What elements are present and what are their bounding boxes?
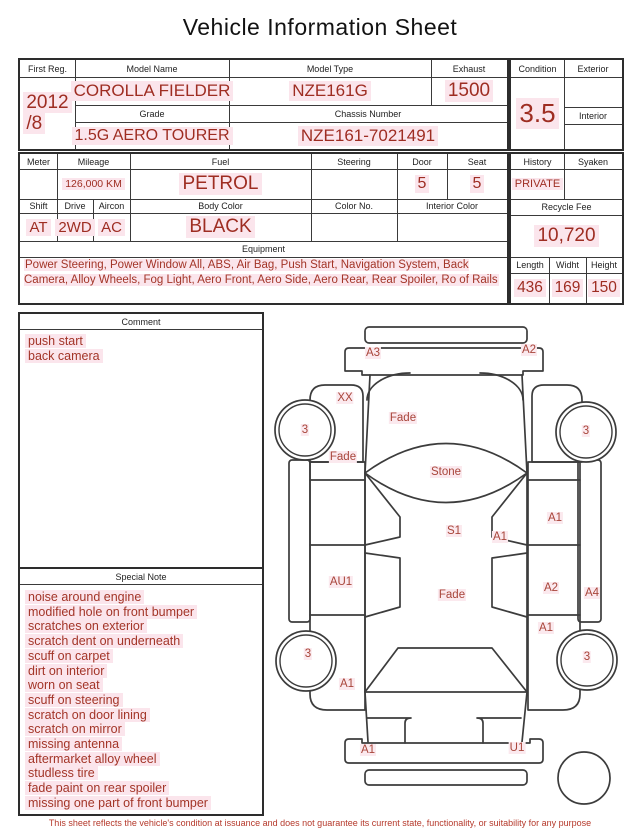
- note-text: scuff on steering: [25, 693, 123, 707]
- interior-label: Interior: [578, 110, 607, 121]
- damage-label-roof: Fade: [438, 589, 466, 601]
- model-type-label: Model Type: [306, 63, 354, 74]
- damage-label-windshield: Stone: [430, 466, 462, 478]
- height-label: Height: [590, 260, 617, 270]
- recycle-fee-value: 10,720: [534, 225, 598, 247]
- note-line: [25, 678, 257, 693]
- tailgate-sides: [365, 692, 527, 742]
- seat-label: Seat: [467, 156, 487, 167]
- vehicle-identity-table: [18, 58, 509, 151]
- steering-label: Steering: [337, 156, 371, 167]
- page-title: Vehicle Information Sheet: [182, 14, 458, 40]
- damage-label-right-sill: A4: [584, 587, 600, 599]
- recycle-fee-label: Recycle Fee: [541, 202, 592, 212]
- note-text: aftermarket alloy wheel: [25, 752, 160, 766]
- model-name-value: COROLLA FIELDER: [71, 81, 234, 101]
- width-value: 169: [552, 279, 584, 297]
- note-line: [25, 752, 257, 767]
- condition-table: [509, 58, 624, 151]
- meter-label: Meter: [26, 156, 50, 167]
- comment-label: Comment: [121, 316, 161, 327]
- comment-lines: [20, 334, 262, 363]
- note-text: missing antenna: [25, 737, 122, 751]
- comment-line: [25, 334, 257, 349]
- recycle-fee-cell: [511, 215, 622, 257]
- grade-label: Grade: [139, 108, 165, 119]
- note-line: [25, 619, 257, 634]
- condition-score-cell: [511, 77, 564, 149]
- history-cell: [511, 169, 564, 199]
- exterior-label: Exterior: [577, 63, 609, 74]
- damage-label-rear-right-wheel: 3: [583, 651, 591, 663]
- note-text: modified hole on front bumper: [25, 605, 197, 619]
- model-type-cell: [229, 77, 431, 105]
- note-text: missing one part of front bumper: [25, 796, 211, 810]
- model-name-label: Model Name: [126, 63, 178, 74]
- first-reg-label: First Reg.: [27, 63, 67, 74]
- fuel-value: PETROL: [179, 173, 261, 195]
- note-line: [25, 737, 257, 752]
- chassis-number-cell: [229, 122, 507, 149]
- condition-label: Condition: [518, 63, 557, 74]
- note-line: [25, 722, 257, 737]
- history-table: [509, 152, 624, 305]
- mileage-value: 126,000 KM: [62, 178, 125, 190]
- rear-left-wheel: [276, 631, 336, 691]
- mileage-cell: [57, 169, 130, 199]
- grade-cell: [75, 122, 229, 149]
- note-text: fade paint on rear spoiler: [25, 781, 169, 795]
- divider: [20, 329, 262, 330]
- special-note-lines: [20, 590, 262, 811]
- door-cell: [397, 169, 447, 199]
- wheel-arch-arcs: [367, 373, 523, 400]
- left-sill-shape: [289, 460, 310, 622]
- damage-label-right-front-door: A1: [547, 512, 563, 524]
- note-text: studless tire: [25, 766, 98, 780]
- exhaust-cell: [431, 77, 507, 105]
- damage-label-front-left-wheel: 3: [301, 424, 309, 436]
- note-line: [25, 634, 257, 649]
- door-value: 5: [415, 175, 430, 193]
- door-label: Door: [412, 156, 432, 167]
- rear-bumper-lower-shape: [365, 770, 527, 785]
- height-value: 150: [588, 279, 620, 297]
- note-text: scratches on exterior: [25, 619, 147, 633]
- body-color-value: BLACK: [186, 216, 254, 238]
- damage-label-roof-right-pillar: A1: [492, 531, 508, 543]
- note-text: scratch dent on underneath: [25, 634, 183, 648]
- damage-label-left-front-fender: XX: [337, 392, 353, 404]
- exhaust-label: Exhaust: [452, 63, 486, 74]
- color-no-label: Color No.: [334, 201, 373, 211]
- damage-label-rear-left-wheel: 3: [304, 648, 312, 660]
- first-reg-year: 2012: [23, 92, 71, 113]
- damage-label-front-bumper-right: A2: [521, 344, 537, 356]
- license-plate-recess: [367, 718, 521, 743]
- spare-tire: [558, 752, 610, 804]
- note-line: [25, 649, 257, 664]
- history-label: History: [523, 156, 552, 167]
- spec-table: [18, 152, 509, 305]
- equipment-value: Power Steering, Power Window All, ABS, Air Bag, Push Start, Navigation System, Back Camera, Alloy Wheels, Fog Light, Aero Front, Aero Side, Aero Rear, Rear Spoiler, Ro of Rails: [24, 259, 498, 286]
- note-text: noise around engine: [25, 590, 144, 604]
- model-type-value: NZE161G: [289, 81, 371, 101]
- equipment-label: Equipment: [241, 244, 286, 254]
- note-line: [25, 664, 257, 679]
- comment-line: [25, 349, 257, 364]
- note-line: [25, 781, 257, 796]
- equipment-cell: [20, 258, 507, 288]
- damage-label-left-rear-fender: A1: [339, 678, 355, 690]
- special-note-label: Special Note: [115, 571, 167, 582]
- comment-box: [18, 312, 264, 569]
- car-damage-diagram: [270, 310, 640, 830]
- condition-score: 3.5: [516, 98, 558, 129]
- first-reg-month: /8: [23, 113, 45, 134]
- damage-label-rear-bumper-left: A1: [360, 744, 376, 756]
- height-cell: [586, 273, 622, 303]
- comment-text: back camera: [25, 349, 103, 363]
- width-label: Widht: [555, 260, 579, 270]
- note-text: scratch on mirror: [25, 722, 125, 736]
- chassis-number-value: NZE161-7021491: [298, 126, 438, 146]
- body-color-label: Body Color: [198, 201, 243, 211]
- damage-label-left-fender-lower: Fade: [329, 451, 357, 463]
- aircon-label: Aircon: [98, 201, 125, 211]
- note-line: [25, 693, 257, 708]
- history-value: PRIVATE: [512, 178, 563, 190]
- chassis-number-label: Chassis Number: [334, 108, 402, 119]
- note-line: [25, 766, 257, 781]
- damage-label-roof-front: S1: [446, 525, 462, 537]
- length-value: 436: [514, 279, 546, 297]
- note-text: scuff on carpet: [25, 649, 113, 663]
- body-color-cell: [130, 213, 311, 241]
- note-text: dirt on interior: [25, 664, 107, 678]
- syaken-label: Syaken: [577, 156, 609, 167]
- seat-value: 5: [470, 175, 485, 193]
- shift-cell: [20, 213, 57, 241]
- note-line: [25, 590, 257, 605]
- grade-value: 1.5G AERO TOURER: [72, 127, 233, 145]
- seat-cell: [447, 169, 507, 199]
- fuel-label: Fuel: [211, 156, 230, 167]
- damage-label-front-right-wheel: 3: [582, 425, 590, 437]
- drive-label: Drive: [64, 201, 86, 211]
- note-text: worn on seat: [25, 678, 103, 692]
- drive-value: 2WD: [55, 219, 94, 236]
- shift-label: Shift: [29, 201, 48, 211]
- car-outline-drawing: [270, 310, 640, 830]
- length-cell: [511, 273, 549, 303]
- fuel-cell: [130, 169, 311, 199]
- model-name-cell: [75, 77, 229, 105]
- aircon-cell: [93, 213, 130, 241]
- note-text: scratch on door lining: [25, 708, 150, 722]
- special-note-box: [18, 567, 264, 816]
- divider: [564, 124, 622, 125]
- damage-label-right-rear-fender: A1: [538, 622, 554, 634]
- first-reg-cell: [20, 77, 75, 149]
- damage-label-right-rear-door: A2: [543, 582, 559, 594]
- rear-window-shape: [365, 648, 527, 692]
- damage-label-rear-bumper-right: U1: [509, 742, 525, 754]
- front-bumper-top-shape: [365, 327, 527, 343]
- damage-label-hood: Fade: [389, 412, 417, 424]
- note-line: [25, 605, 257, 620]
- divider: [20, 584, 262, 585]
- aircon-value: AC: [98, 219, 125, 236]
- note-line: [25, 708, 257, 723]
- drive-cell: [57, 213, 93, 241]
- interior-color-label: Interior Color: [425, 201, 479, 211]
- shift-value: AT: [26, 219, 50, 236]
- damage-label-left-rear-door: AU1: [329, 576, 353, 588]
- comment-text: push start: [25, 334, 86, 348]
- width-cell: [549, 273, 586, 303]
- length-label: Length: [516, 260, 544, 270]
- mileage-label: Mileage: [77, 156, 110, 167]
- note-line: [25, 796, 257, 811]
- disclaimer-text: This sheet reflects the vehicle's condition at issuance and does not guarantee its current state, functionality, or suitability for any purpose: [48, 818, 592, 828]
- exhaust-value: 1500: [445, 80, 493, 102]
- damage-label-front-bumper-left: A3: [365, 347, 381, 359]
